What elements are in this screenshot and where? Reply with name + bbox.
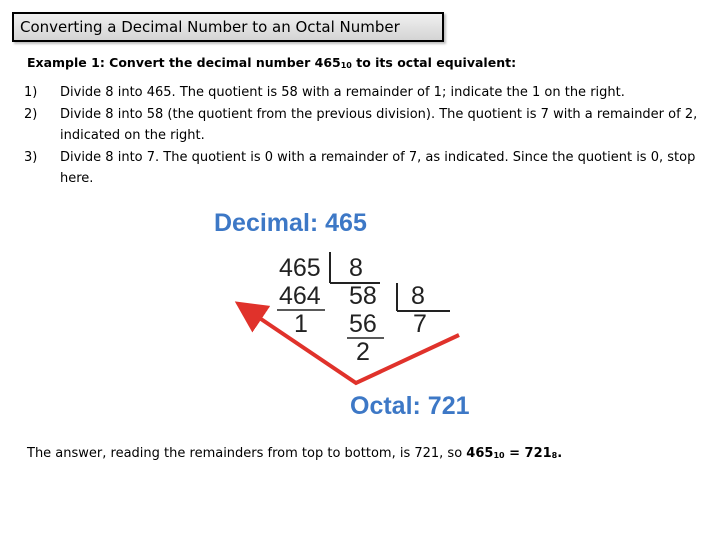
- answer-text: The answer, reading the remainders from top to bottom, is 721, so: [27, 446, 467, 461]
- example-suffix: to its octal equivalent:: [351, 55, 517, 70]
- product-56: 56: [349, 310, 377, 338]
- answer-period: .: [557, 446, 563, 461]
- example-subscript: 10: [340, 61, 352, 70]
- divisor-8-second: 8: [411, 282, 425, 310]
- answer-line: [27, 446, 562, 461]
- quotient-58: 58: [349, 282, 377, 310]
- answer-decimal-subscript: 10: [493, 451, 505, 460]
- example-prefix: Example 1: Convert the decimal number 465: [27, 55, 341, 70]
- answer-octal-subscript: 8: [551, 451, 558, 460]
- step-number: 1): [24, 85, 38, 100]
- remainder-2: 2: [356, 338, 370, 366]
- remainder-1: 1: [294, 310, 308, 338]
- answer-equals: =: [504, 446, 525, 461]
- product-464: 464: [279, 282, 321, 310]
- divisor-8-first: 8: [349, 254, 363, 282]
- answer-octal: 721: [524, 446, 552, 461]
- answer-decimal: 465: [466, 446, 494, 461]
- step-text: Divide 8 into 7. The quotient is 0 with a remainder of 7, as indicated. Since the quotient is 0, stop here.: [60, 149, 696, 186]
- dividend-465: 465: [279, 254, 321, 282]
- page-title: Converting a Decimal Number to an Octal Number: [12, 12, 444, 42]
- step-text: Divide 8 into 58 (the quotient from the previous division). The quotient is 7 with a remainder of 2, indicated on the right.: [60, 106, 698, 143]
- octal-label: Octal: 721: [350, 392, 470, 420]
- step-text: Divide 8 into 465. The quotient is 58 with a remainder of 1; indicate the 1 on the right.: [60, 85, 625, 100]
- step-number: 2): [24, 106, 38, 122]
- decimal-label: Decimal: 465: [214, 209, 367, 237]
- step-number: 3): [24, 149, 38, 165]
- quotient-7: 7: [413, 310, 427, 338]
